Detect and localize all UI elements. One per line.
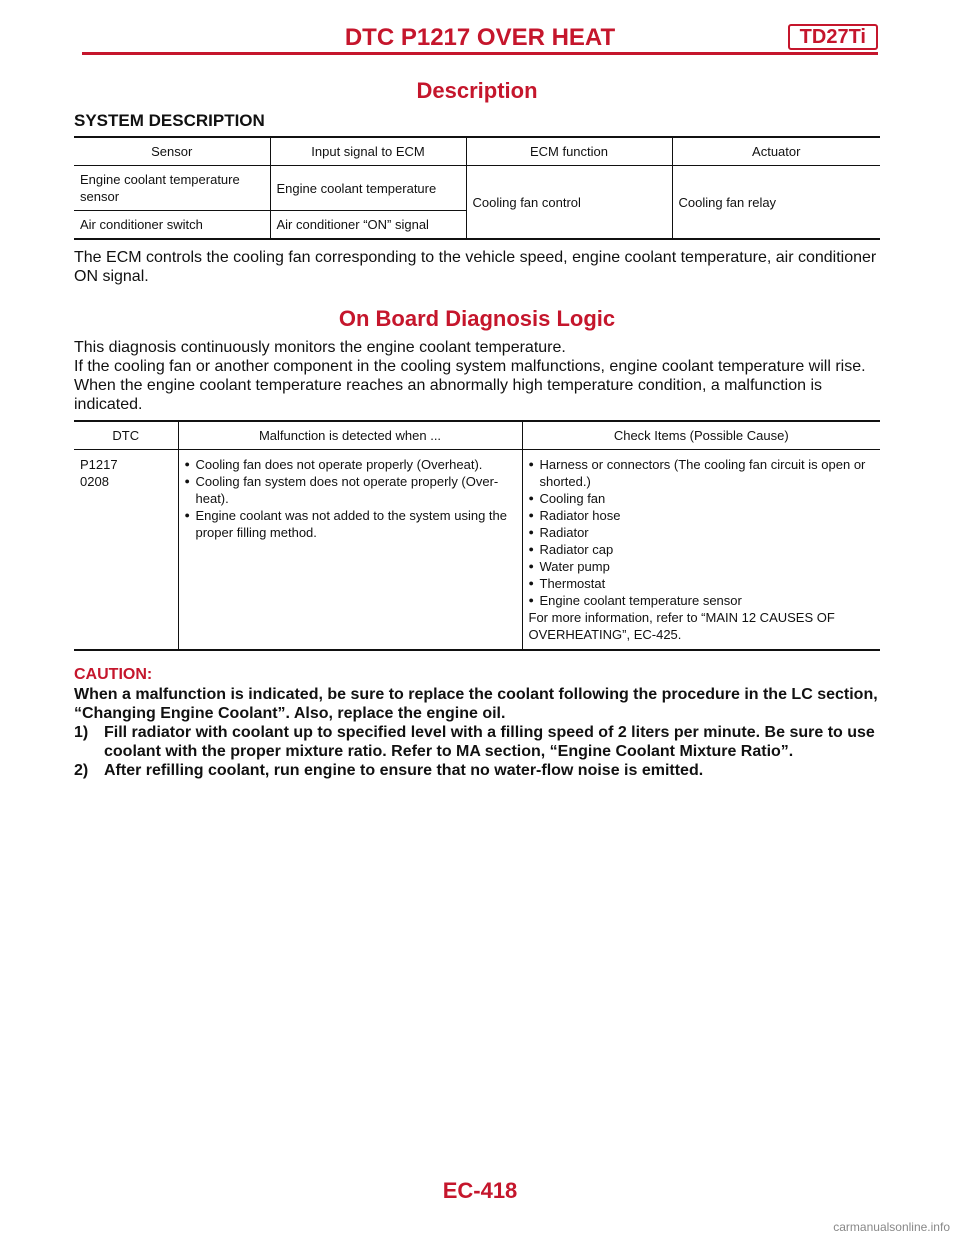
step-text: After refilling coolant, run engine to ensure that no water-flow noise is emitted. [104, 762, 704, 779]
cell-sensor: Air conditioner switch [80, 217, 203, 232]
cell-signal: Engine coolant temperature [270, 166, 466, 211]
dtc-table [74, 420, 880, 651]
list-item [74, 723, 880, 761]
page-number: EC-418 [442, 1178, 518, 1203]
list-item [74, 761, 880, 780]
engine-badge: TD27Ti [788, 24, 878, 50]
system-description-subtitle: SYSTEM DESCRIPTION [74, 111, 265, 130]
cell-check-items [522, 450, 880, 651]
malfunction-list [185, 456, 516, 541]
obd-paragraph: When the engine coolant temperature reaches an abnormally high temperature condition, a malfunction is indicated. [74, 377, 822, 413]
step-number: 2) [74, 762, 89, 779]
step-number: 1) [74, 724, 89, 741]
list-item: ● Thermostat [529, 575, 875, 592]
caution-title: CAUTION: [74, 666, 153, 683]
cell-ecm-function: Cooling fan control [466, 166, 672, 240]
list-item: ● Radiator [529, 524, 875, 541]
system-description-table [74, 136, 880, 240]
cell-malfunction [178, 450, 522, 651]
table-header-row [74, 421, 880, 450]
table-row [74, 450, 880, 651]
list-item: ● Engine coolant temperature sensor [529, 592, 875, 609]
list-item: ● Radiator hose [529, 507, 875, 524]
watermark: carmanualsonline.info [833, 1220, 950, 1234]
list-item: ● Engine coolant was not added to the system using the proper filling method. [185, 507, 516, 541]
col-actuator: Actuator [672, 137, 880, 166]
col-ecm-function: ECM function [466, 137, 672, 166]
table-header-row [74, 137, 880, 166]
list-item: ● Cooling fan [529, 490, 875, 507]
list-item: ● Cooling fan system does not operate properly (Over-heat). [185, 473, 516, 507]
table-row [74, 166, 880, 211]
check-items-list [529, 456, 875, 609]
col-check-items: Check Items (Possible Cause) [522, 421, 880, 450]
obd-logic-title: On Board Diagnosis Logic [338, 306, 616, 331]
page-header [82, 22, 878, 56]
col-input-signal: Input signal to ECM [270, 137, 466, 166]
header-rule [82, 52, 878, 55]
cell-actuator: Cooling fan relay [672, 166, 880, 240]
col-sensor: Sensor [74, 137, 270, 166]
col-dtc: DTC [74, 421, 178, 450]
page-content [74, 76, 880, 780]
obd-paragraph: This diagnosis continuously monitors the engine coolant temperature. [74, 339, 566, 356]
description-title: Description [416, 78, 538, 103]
cell-dtc [74, 450, 178, 651]
dtc-code-alt: 0208 [80, 474, 109, 489]
list-item: ● Cooling fan does not operate properly (Overheat). [185, 456, 516, 473]
dtc-code: P1217 [80, 457, 118, 472]
step-text: Fill radiator with coolant up to specified level with a filling speed of 2 liters per minute. Be sure to use coolant with the proper mixture ratio. Refer to MA section, “Engine Coolant Mixture Ratio”. [104, 724, 875, 760]
caution-text: When a malfunction is indicated, be sure to replace the coolant following the procedure in the LC section, “Changing Engine Coolant”. Also, replace the engine oil. [74, 686, 878, 722]
obd-paragraphs [74, 338, 880, 414]
obd-paragraph: If the cooling fan or another component in the cooling system malfunctions, engine coolant temperature will rise. [74, 358, 866, 375]
cell-signal: Air conditioner “ON” signal [270, 211, 466, 240]
header-title: DTC P1217 OVER HEAT [344, 24, 616, 51]
list-item: ● Harness or connectors (The cooling fan circuit is open or shorted.) [529, 456, 875, 490]
list-item: ● Radiator cap [529, 541, 875, 558]
reference-note: For more information, refer to “MAIN 12 CAUSES OF OVERHEATING”, EC-425. [528, 610, 835, 642]
col-malfunction: Malfunction is detected when ... [178, 421, 522, 450]
list-item: ● Water pump [529, 558, 875, 575]
caution-steps [74, 723, 880, 780]
cell-sensor: Engine coolant temperature sensor [74, 166, 270, 211]
system-description-text: The ECM controls the cooling fan corresponding to the vehicle speed, engine coolant temperature, air conditioner ON signal. [74, 249, 877, 285]
